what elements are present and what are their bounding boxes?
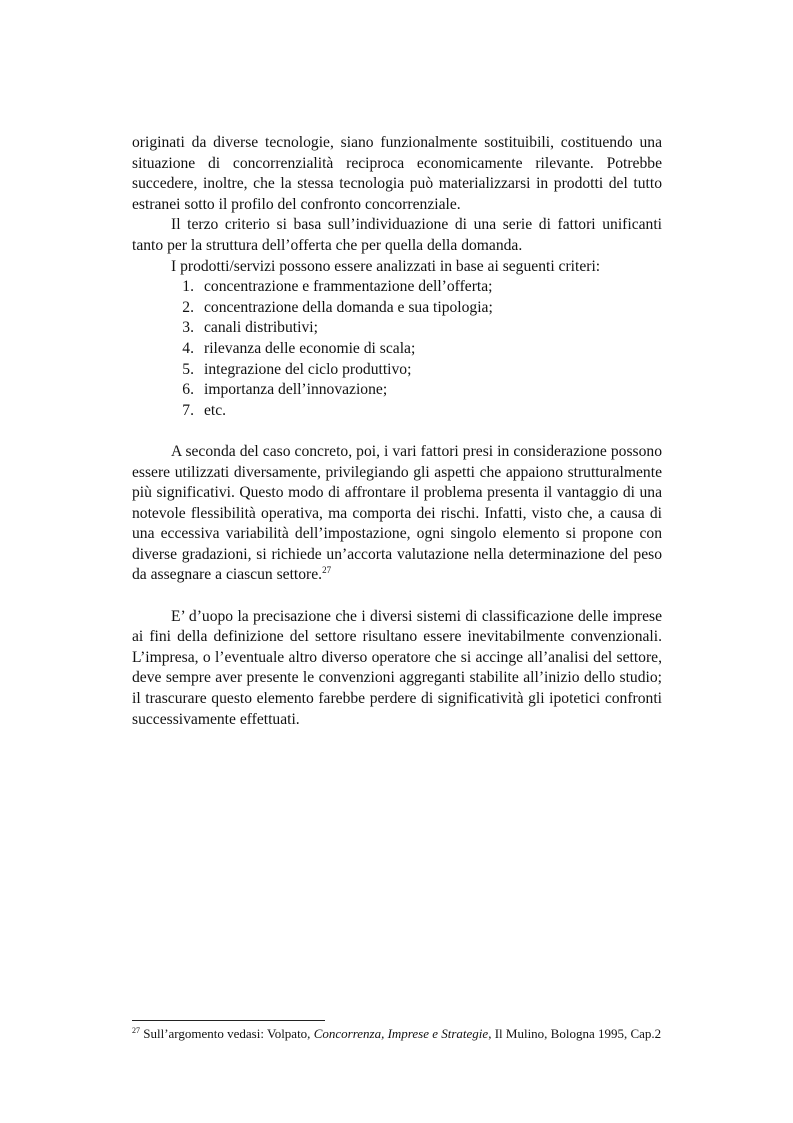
list-item-number: 1. [182, 278, 194, 296]
page-body [132, 133, 662, 730]
footnote-divider [132, 1020, 325, 1021]
list-item-text: canali distributivi; [204, 319, 318, 337]
list-item [132, 360, 662, 381]
list-item-number: 3. [182, 319, 194, 337]
list-item [132, 339, 662, 360]
footnote-reference[interactable]: 27 [322, 565, 332, 576]
list-item-text: concentrazione della domanda e sua tipologia; [204, 298, 493, 316]
list-item [132, 298, 662, 319]
paragraph-criteria-intro: I prodotti/servizi possono essere analizzati in base ai seguenti criteri: [171, 257, 601, 275]
footnote [132, 1026, 662, 1042]
list-item-text: importanza dell’innovazione; [204, 381, 388, 399]
list-item [132, 401, 662, 422]
list-item [132, 277, 662, 298]
paragraph-third-criterion: Il terzo criterio si basa sull’individuazione di una serie di fattori unificanti tanto per la struttura dell’offerta che per quella della domanda. [132, 216, 662, 254]
footnote-text-before: Sull’argomento vedasi: Volpato, [140, 1026, 314, 1041]
list-item-number: 2. [182, 298, 194, 316]
criteria-list [132, 277, 662, 421]
paragraph-classification: E’ d’uopo la precisazione che i diversi sistemi di classificazione delle imprese ai fini della definizione del settore risultano essere inevitabilmente convenzionali. L’impresa, o l’eventuale altro diverso operatore che si accinge all’analisi del settore, deve sempre aver presente le convenzioni aggreganti stabilite all’inizio dello studio; il trascurare questo elemento farebbe perdere di significatività gli ipotetici confronti successivamente effettuati. [132, 607, 662, 728]
paragraph-text: A seconda del caso concreto, poi, i vari fattori presi in considerazione possono essere utilizzati diversamente, privilegiando gli aspetti che appaiono strutturalmente più significativi. Questo modo di affrontare il problema presenta il vantaggio di una notevole flessibilità operativa, ma comporta dei rischi. Infatti, visto che, a causa di una eccessiva variabilità dell’impostazione, ogni singolo elemento si propone con diverse gradazioni, si richiede un’accorta valutazione nella determinazione del peso da assegnare a ciascun settore. [132, 442, 662, 584]
list-item-number: 6. [182, 381, 194, 399]
footnote-number: 27 [132, 1026, 140, 1035]
list-item-text: integrazione del ciclo produttivo; [204, 360, 412, 378]
footnote-text-after: , Il Mulino, Bologna 1995, Cap.2 [488, 1026, 662, 1041]
paragraph-concrete-case [132, 442, 662, 586]
list-item [132, 380, 662, 401]
list-item-text: concentrazione e frammentazione dell’offerta; [204, 278, 493, 296]
list-item-text: etc. [204, 401, 227, 419]
list-item-text: rilevanza delle economie di scala; [204, 339, 416, 357]
list-item-number: 5. [182, 360, 194, 378]
list-item-number: 7. [182, 401, 194, 419]
paragraph-continuation: originati da diverse tecnologie, siano funzionalmente sostituibili, costituendo una situazione di concorrenzialità reciproca economicamente rilevante. Potrebbe succedere, inoltre, che la stessa tecnologia può materializzarsi in prodotti del tutto estranei sotto il profilo del confronto concorrenziale. [132, 134, 662, 213]
list-item-number: 4. [182, 339, 194, 357]
footnote-book-title: Concorrenza, Imprese e Strategie [313, 1026, 489, 1041]
list-item [132, 318, 662, 339]
